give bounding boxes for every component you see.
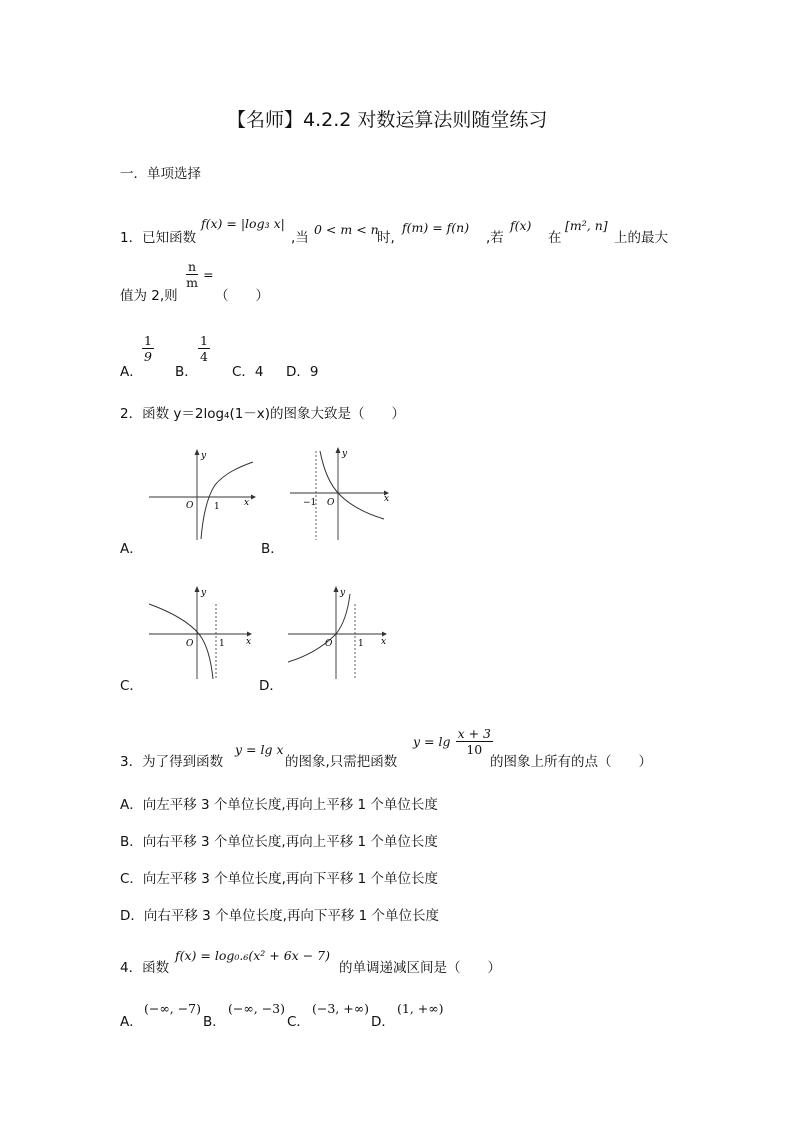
q1-option-C[interactable]: C．4 [232, 364, 264, 380]
x-axis-arrow [247, 632, 252, 637]
q3-option-A[interactable]: A．向左平移 3 个单位长度,再向上平移 1 个单位长度 [120, 797, 438, 813]
curve [288, 594, 350, 662]
q3-option-B[interactable]: B．向右平移 3 个单位长度,再向上平移 1 个单位长度 [120, 834, 438, 850]
y-label: y [201, 588, 207, 598]
one-label: 1 [219, 639, 225, 649]
q1-paren: （ ） [215, 288, 269, 304]
x-label: x [246, 637, 252, 647]
x-label: x [384, 494, 390, 504]
q3-math-lg-fraction: y = lg $\frac{x + 3}{10}$ [413, 726, 492, 757]
q4-math-f: f(x) = log₀.₆(x² + 6x − 7) [175, 948, 330, 963]
q3-text-3: 的图象上所有的点（ ） [490, 754, 652, 770]
y-label: y [340, 588, 346, 598]
y-axis-arrow [334, 586, 339, 592]
q1-fraction [186, 259, 214, 290]
q2-graph-A[interactable] [143, 445, 263, 542]
q1-text-4: ,若 [486, 230, 504, 246]
y-axis-arrow [195, 449, 200, 455]
q1-text-2: ,当 [291, 230, 309, 246]
q2-option-C[interactable]: C． [120, 678, 143, 694]
x-label: x [244, 498, 250, 508]
y-label: y [201, 451, 207, 461]
q1-text-3: 时, [377, 230, 395, 246]
q1-frac-equals: = [203, 267, 214, 282]
q2-option-D[interactable]: D． [259, 678, 283, 694]
q3-text-2: 的图象,只需把函数 [285, 754, 398, 770]
q4-option-A[interactable]: A． [120, 1014, 143, 1030]
origin-label: O [186, 501, 194, 511]
q1-option-D[interactable]: D．9 [286, 364, 319, 380]
x-axis-arrow [382, 632, 387, 637]
q1-text-5: 在 [548, 230, 562, 246]
one-label: 1 [214, 502, 220, 512]
q1-math-range: 0 < m < n [314, 222, 379, 237]
one-label: 1 [358, 639, 364, 649]
q4-option-B-value: (−∞, −3) [228, 1001, 286, 1016]
q1-math-f: f(x) = |log₃ x| [201, 216, 285, 231]
q4-option-C[interactable]: C． [287, 1014, 310, 1030]
y-axis-arrow [336, 447, 341, 453]
q1-text-line2: 值为 2,则 [120, 288, 178, 304]
q3-option-D[interactable]: D．向右平移 3 个单位长度,再向下平移 1 个单位长度 [120, 908, 440, 924]
page-title: 【名师】4.2.2 对数运算法则随堂练习 [227, 109, 548, 131]
q1-text-1: 1．已知函数 [120, 230, 197, 246]
q3-math-y: y = lg x [235, 742, 284, 757]
q3-text-1: 3．为了得到函数 [120, 754, 224, 770]
origin-label: O [327, 498, 335, 508]
q4-text-1: 4．函数 [120, 960, 170, 976]
q1-option-A[interactable]: A． [120, 364, 143, 380]
origin-label: O [325, 639, 333, 649]
y-label: y [342, 449, 348, 459]
q1-math-eq: f(m) = f(n) [402, 220, 470, 235]
y-axis-arrow [195, 586, 200, 592]
q4-option-D[interactable]: D． [371, 1014, 395, 1030]
q2-graph-C[interactable] [143, 584, 255, 681]
q1-frac-n-over-m: $\frac{n}{m}$ [186, 259, 198, 290]
x-label: x [381, 637, 387, 647]
q3-option-C[interactable]: C．向左平移 3 个单位长度,再向下平移 1 个单位长度 [120, 871, 439, 887]
q1-option-B[interactable]: B． [175, 364, 198, 380]
q2-option-A[interactable]: A． [120, 541, 143, 557]
q1-math-interval: [m², n] [565, 218, 608, 233]
q1-text-6: 上的最大 [614, 230, 668, 246]
q2-option-B[interactable]: B． [261, 541, 284, 557]
q1-option-A-value: $\frac{1}{9}$ [144, 333, 152, 364]
x-axis-arrow [251, 495, 256, 500]
q4-option-A-value: (−∞, −7) [144, 1001, 202, 1016]
neg-one-label: −1 [303, 498, 317, 508]
origin-label: O [186, 639, 194, 649]
q4-text-2: 的单调递减区间是（ ） [339, 960, 501, 976]
q2-graph-B[interactable] [284, 445, 396, 542]
q2-stem: 2．函数 y＝2log₄(1－x)的图象大致是（ ） [120, 406, 406, 422]
curve [320, 451, 384, 519]
q2-graph-D[interactable] [282, 584, 394, 681]
q1-option-B-value: $\frac{1}{4}$ [200, 333, 208, 364]
section-heading: 一．单项选择 [120, 166, 201, 182]
q4-option-C-value: (−3, +∞) [312, 1001, 370, 1016]
q4-option-B[interactable]: B． [203, 1014, 226, 1030]
q1-math-fx: f(x) [510, 218, 532, 233]
q4-option-D-value: (1, +∞) [397, 1001, 444, 1016]
curve [149, 604, 213, 679]
